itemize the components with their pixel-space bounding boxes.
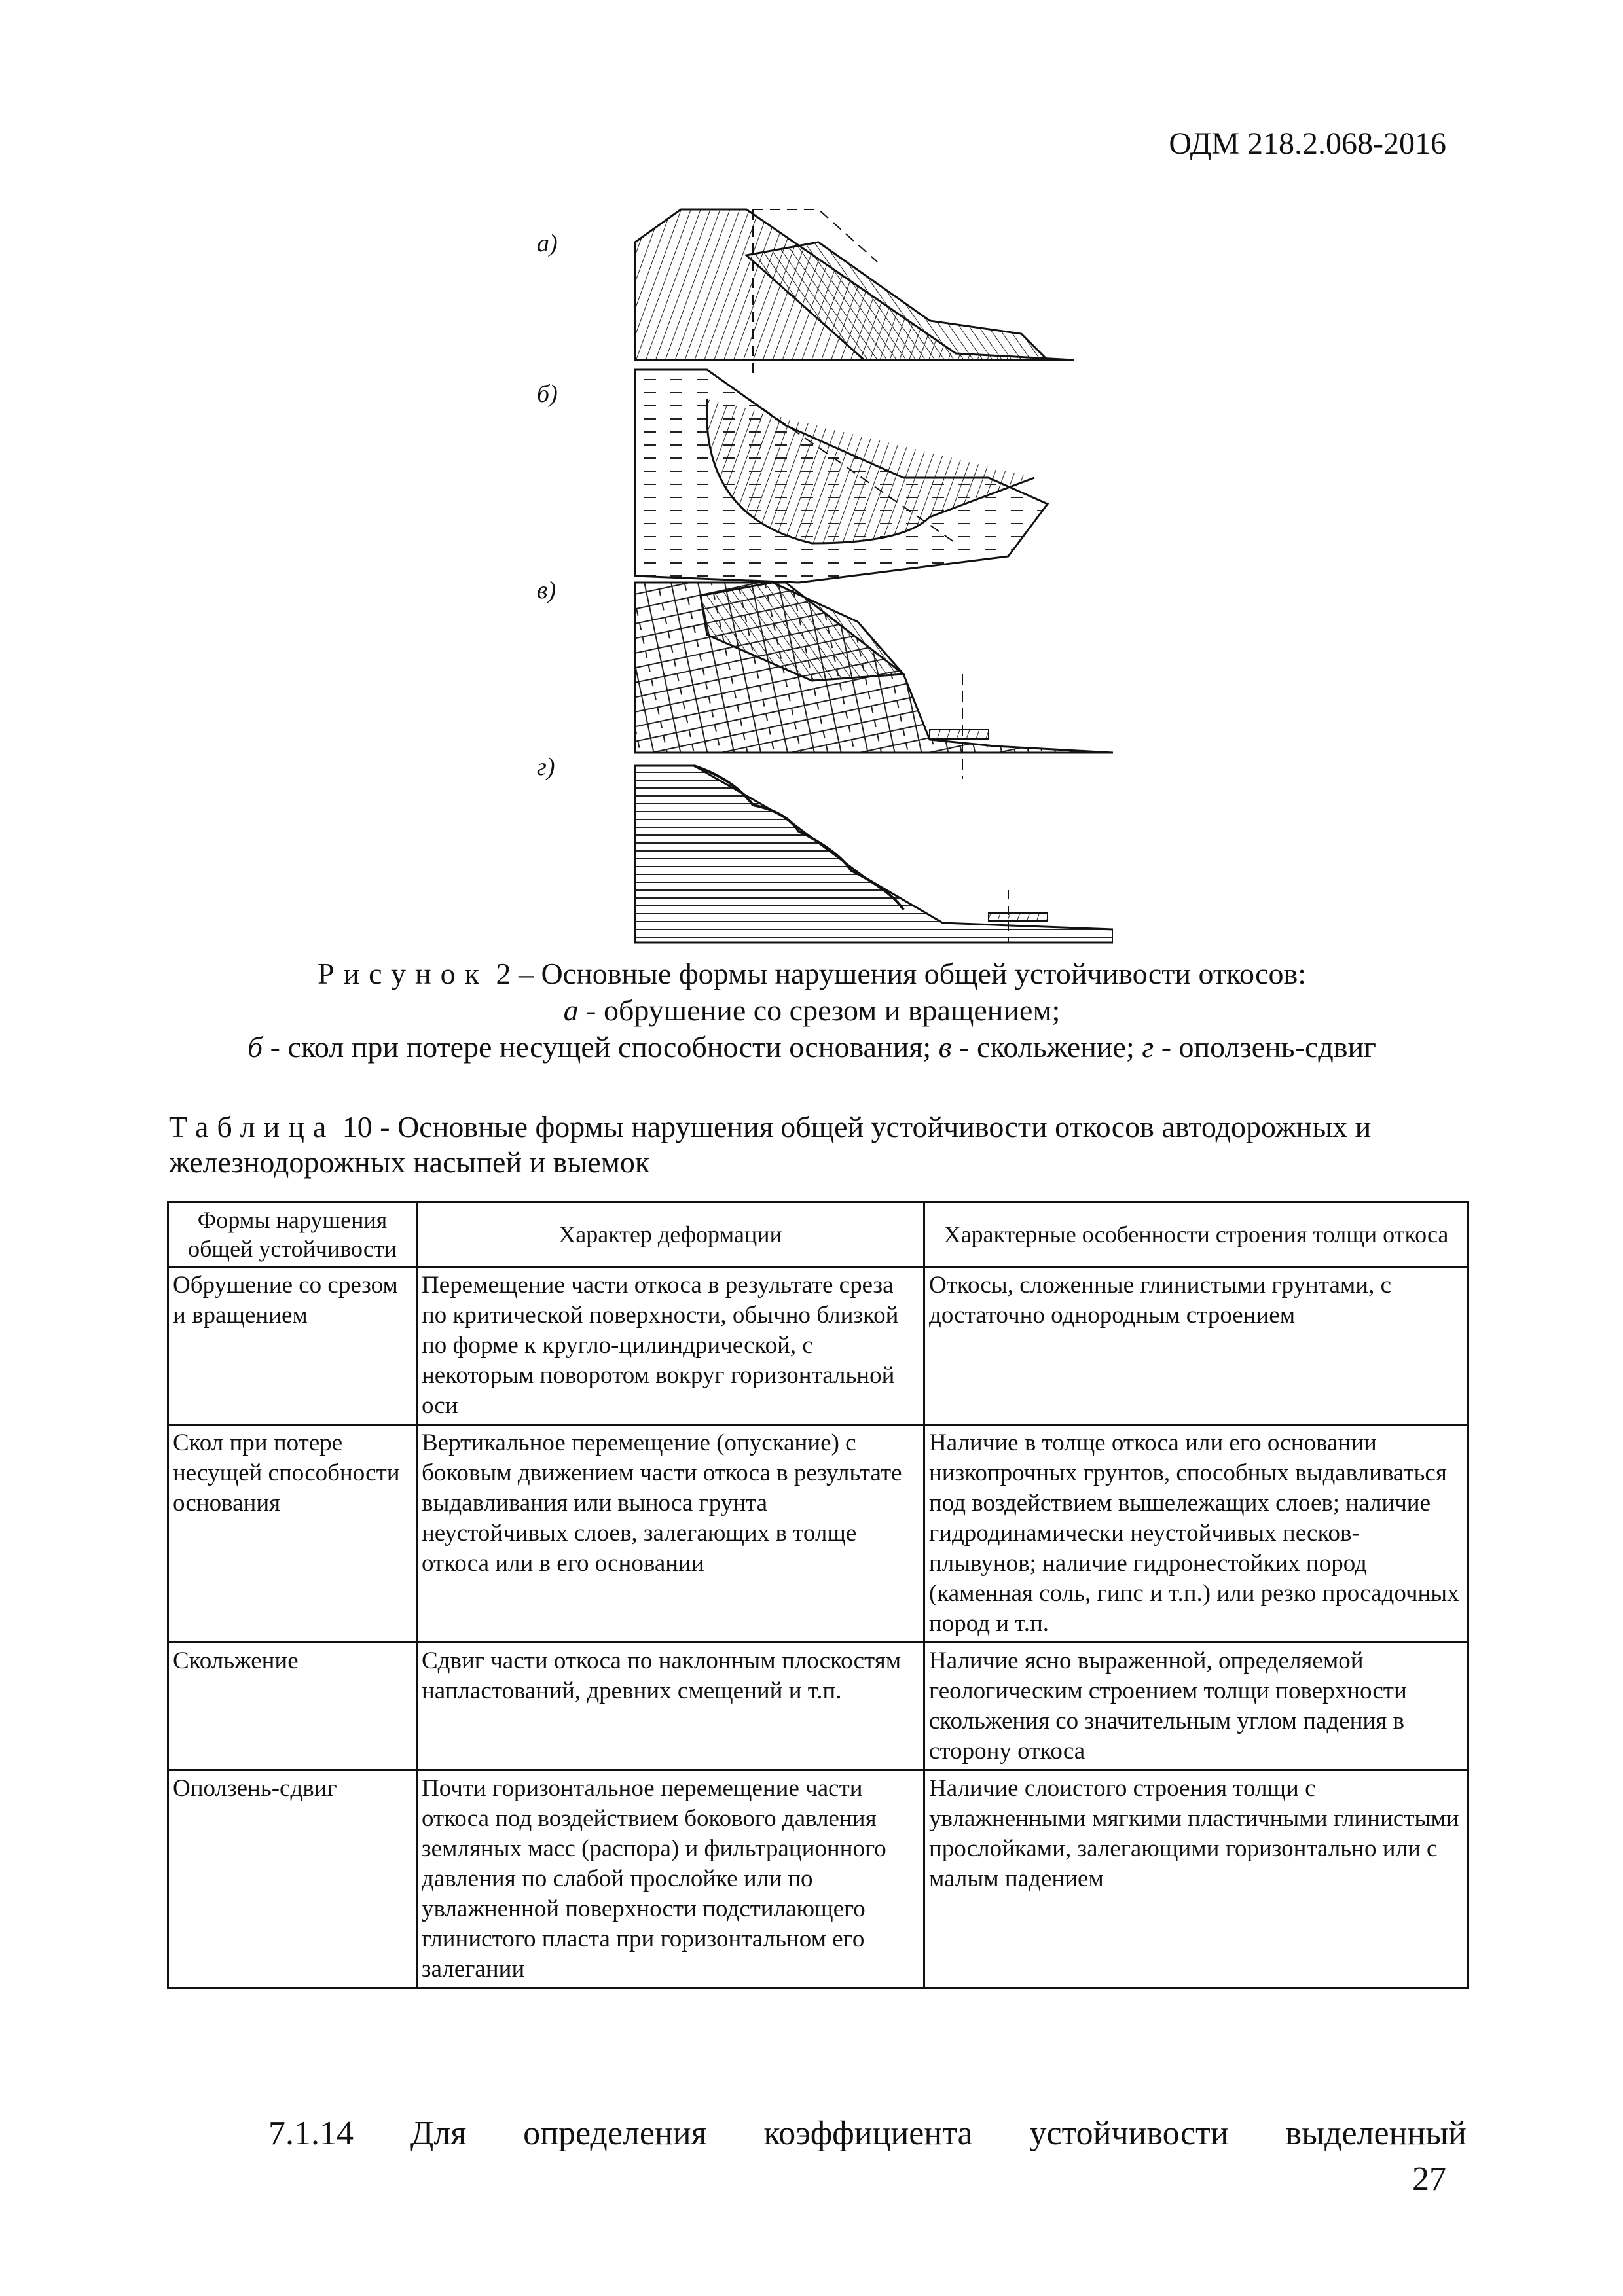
caption-letter-v: в bbox=[938, 1030, 952, 1064]
figure-label-b: б) bbox=[537, 380, 558, 408]
sketch-b bbox=[635, 370, 1048, 583]
caption-letter-g: г bbox=[1142, 1030, 1154, 1064]
header-structure-features: Характерные особенности строения толщи откоса bbox=[924, 1202, 1468, 1267]
sketch-g bbox=[635, 766, 1113, 942]
caption-line-3-text-2: - скольжение; bbox=[951, 1030, 1142, 1064]
table-cell: Перемещение части откоса в результате среза по критической поверхности, обычно близкой по форме к кругло-цилиндрической, с некоторым поворотом вокруг горизонтальной оси bbox=[417, 1267, 924, 1425]
caption-prefix: Рисунок bbox=[317, 957, 488, 990]
table-cell: Оползень-сдвиг bbox=[168, 1770, 417, 1988]
page-number: 27 bbox=[1412, 2161, 1446, 2198]
table-cell: Скол при потере несущей способности основания bbox=[168, 1425, 417, 1643]
caption-line-1 bbox=[164, 956, 1460, 992]
caption-line-2 bbox=[164, 992, 1460, 1029]
table-row bbox=[168, 1643, 1468, 1770]
figure-label-g: г) bbox=[537, 753, 555, 781]
table-header-row bbox=[168, 1202, 1468, 1267]
caption-line-3 bbox=[164, 1029, 1460, 1066]
header-failure-form: Формы нарушения общей устойчивости bbox=[168, 1202, 417, 1267]
table-cell: Наличие ясно выраженной, определяемой геологическим строением толщи поверхности скольжения со значительным углом падения в сторону откоса bbox=[924, 1643, 1468, 1770]
caption-line-2-text: - обрушение со срезом и вращением; bbox=[578, 994, 1061, 1027]
figure-label-v: в) bbox=[537, 577, 556, 604]
table-row bbox=[168, 1267, 1468, 1425]
document-code: ОДМ 218.2.068-2016 bbox=[1169, 126, 1446, 161]
figure-label-a: а) bbox=[537, 230, 558, 257]
table-cell: Сдвиг части откоса по наклонным плоскостям напластований, древних смещений и т.п. bbox=[417, 1643, 924, 1770]
slope-sketches bbox=[537, 203, 1113, 949]
table-cell: Откосы, сложенные глинистыми грунтами, с достаточно однородным строением bbox=[924, 1267, 1468, 1425]
table-cell: Почти горизонтальное перемещение части откоса под воздействием бокового давления земляных масс (распора) и фильтрационного давления по слабой прослойке или по увлажненной поверхности подстилающего глинистого пласта при горизонтальном его залегании bbox=[417, 1770, 924, 1988]
slope-failure-table bbox=[167, 1201, 1469, 1989]
table-cell: Наличие слоистого строения толщи с увлажненными мягкими пластичными глинистыми прослойками, залегающими горизонтально или с малым падением bbox=[924, 1770, 1468, 1988]
table-cell: Обрушение со срезом и вращением bbox=[168, 1267, 417, 1425]
slope-failure-figure bbox=[537, 203, 1113, 949]
caption-line-3-text-3: - оползень-сдвиг bbox=[1154, 1030, 1376, 1064]
table-title bbox=[169, 1109, 1465, 1180]
table-title-prefix: Таблица bbox=[169, 1110, 335, 1143]
table-title-text: 10 - Основные формы нарушения общей устойчивости откосов автодорожных и железнодорожных насыпей и выемок bbox=[169, 1110, 1372, 1179]
sketch-v bbox=[635, 583, 1113, 779]
figure-caption bbox=[164, 956, 1460, 1066]
table-cell: Скольжение bbox=[168, 1643, 417, 1770]
caption-letter-a: а bbox=[563, 994, 579, 1027]
table-cell: Вертикальное перемещение (опускание) с боковым движением части откоса в результате выдавливания или выноса грунта неустойчивых слоев, залегающих в толще откоса или в его основании bbox=[417, 1425, 924, 1643]
header-deformation-nature: Характер деформации bbox=[417, 1202, 924, 1267]
body-paragraph: 7.1.14 Для определения коэффициента устойчивости выделенный bbox=[268, 2115, 1467, 2152]
table-cell: Наличие в толще откоса или его основании низкопрочных грунтов, способных выдавливаться под воздействием вышележащих слоев; наличие гидродинамически неустойчивых песков-плывунов; наличие гидронестойких пород (каменная соль, гипс и т.п.) или резко просадочных пород и т.п. bbox=[924, 1425, 1468, 1643]
caption-letter-b: б bbox=[247, 1030, 263, 1064]
sketch-a bbox=[635, 209, 1074, 380]
table-row bbox=[168, 1425, 1468, 1643]
caption-title: 2 – Основные формы нарушения общей устойчивости откосов: bbox=[488, 957, 1307, 990]
table-row bbox=[168, 1770, 1468, 1988]
caption-line-3-text-1: - скол при потере несущей способности основания; bbox=[263, 1030, 939, 1064]
